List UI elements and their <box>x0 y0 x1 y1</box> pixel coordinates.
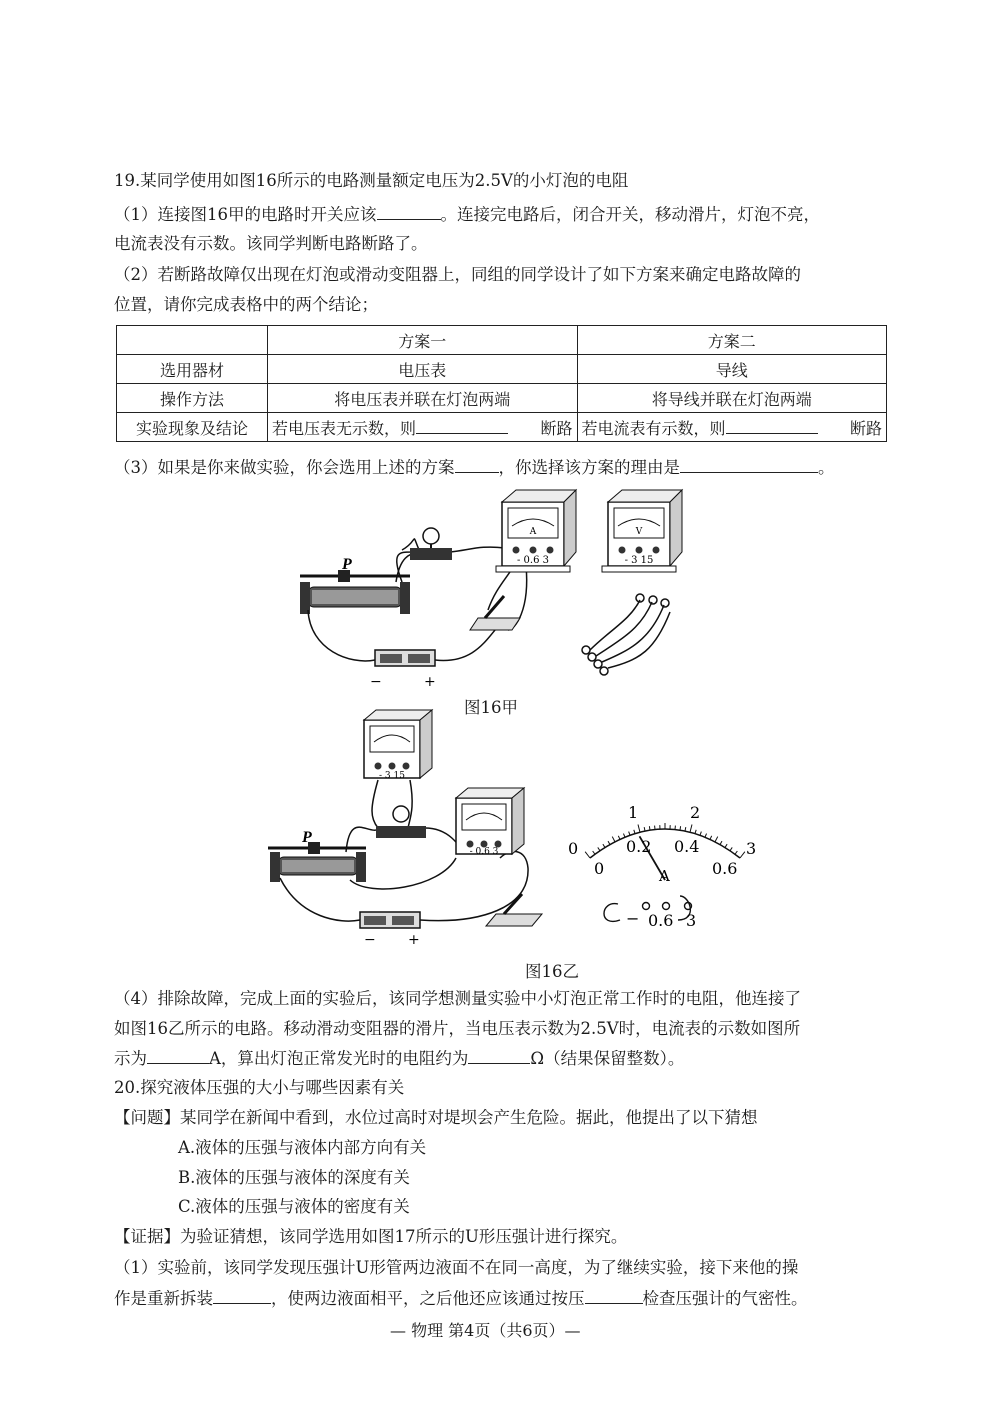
bulb-icon <box>376 806 426 838</box>
dial-tick <box>593 851 595 854</box>
dial-inner-0: 0 <box>594 859 605 878</box>
result-plan1-text: 若电压表无示数，则 <box>272 418 417 438</box>
dial-tick <box>598 847 600 850</box>
dial-inner-1: 0.2 <box>626 837 652 856</box>
answer-blank-current[interactable] <box>147 1047 209 1064</box>
figure-16b-caption: 图16乙 <box>525 962 579 981</box>
table-cell: 导线 <box>577 355 887 384</box>
result-plan2-suffix: 断路 <box>849 418 882 438</box>
q19-part2-line2: 位置，请你完成表格中的两个结论； <box>114 295 378 314</box>
result-plan2-text: 若电流表有示数，则 <box>581 418 726 438</box>
q19-part4-line2: 如图16乙所示的电路。移动滑动变阻器的滑片，当电压表示数为2.5V时，电流表的示数如图所 <box>114 1019 801 1038</box>
ammeter-icon <box>456 788 524 857</box>
table-row-label: 操作方法 <box>117 384 268 413</box>
answer-blank-press[interactable] <box>585 1287 643 1304</box>
ammeter-terminals: - 0.6 3 <box>469 847 499 857</box>
answer-blank-plan1[interactable] <box>416 417 508 434</box>
table-cell-result-plan2 <box>577 413 887 442</box>
q20-guess-a: A.液体的压强与液体内部方向有关 <box>178 1138 427 1157</box>
dial-terminal-06: 0.6 <box>648 911 674 930</box>
dial-tick <box>705 834 707 838</box>
q19-part1-line2: 电流表没有示数。该同学判断电路断路了。 <box>114 234 428 253</box>
q19-part4-line1: （4）排除故障，完成上面的实验后，该同学想测量实验中小灯泡正常工作时的电阻，他连接了 <box>114 989 801 1008</box>
table-header-empty <box>117 326 268 355</box>
q20-part1-line1: （1）实验前，该同学发现压强计U形管两边液面不在同一高度，为了继续实验，接下来他的操 <box>114 1258 799 1277</box>
table-row-label: 实验现象及结论 <box>117 413 268 442</box>
q20-problem: 【问题】某同学在新闻中看到，水位过高时对堤坝会产生危险。据此，他提出了以下猜想 <box>114 1108 758 1127</box>
q19-part1-text-a: （1）连接图16甲的电路时开关应该 <box>114 205 377 224</box>
dial-tick <box>715 837 718 842</box>
table-header-plan1: 方案一 <box>268 326 578 355</box>
q19-title: 19.某同学使用如图16所示的电路测量额定电压为2.5V的小灯泡的电阻 <box>114 171 629 190</box>
q20-guess-c: C.液体的压强与液体的密度有关 <box>178 1197 410 1216</box>
q19-part3 <box>114 456 835 479</box>
dial-tick <box>700 832 701 836</box>
table-cell-result-plan1 <box>268 413 578 442</box>
table-row-result <box>117 413 887 442</box>
dial-tick <box>603 844 605 847</box>
battery-plus: + <box>424 674 436 690</box>
table-row-label: 选用器材 <box>117 355 268 384</box>
ammeter-dial <box>560 780 760 940</box>
q19-part3-text-a: （3）如果是你来做实验，你会选用上述的方案 <box>114 458 455 477</box>
switch-icon <box>470 596 520 630</box>
dial-inner-2: 0.4 <box>674 837 700 856</box>
dial-tick <box>649 826 650 830</box>
slider-label: P <box>302 829 312 846</box>
switch-icon <box>486 894 542 926</box>
dial-tick <box>623 834 625 838</box>
battery-minus: − <box>364 932 376 948</box>
ammeter-letter: A <box>529 527 537 537</box>
q20-guess-b: B.液体的压强与液体的深度有关 <box>178 1168 410 1187</box>
voltmeter-terminals: - 3 15 <box>379 771 405 781</box>
dial-tick <box>618 836 620 840</box>
battery-icon <box>375 650 435 666</box>
dial-outer-0: 0 <box>568 839 579 858</box>
q19-part3-text-c: 。 <box>818 458 835 477</box>
q19-part4-line3 <box>114 1047 684 1070</box>
dial-unit: A <box>659 867 670 885</box>
result-plan1-suffix: 断路 <box>540 418 573 438</box>
rheostat-icon <box>268 842 366 882</box>
answer-blank-switch[interactable] <box>377 203 441 220</box>
q20-part1-text-b1: 作是重新拆装 <box>114 1289 213 1308</box>
dial-tick <box>629 832 630 836</box>
table-row <box>117 384 887 413</box>
q19-part4-text-c2: A，算出灯泡正常发光时的电阻约为 <box>209 1049 469 1068</box>
dial-tick <box>612 837 615 842</box>
dial-tick <box>585 852 590 858</box>
table-header-plan2: 方案二 <box>577 326 887 355</box>
loose-wires-icon <box>582 594 670 675</box>
dial-terminal-3: 3 <box>686 911 697 930</box>
figure-16b-circuit <box>260 748 550 948</box>
figure-16a-caption: 图16甲 <box>464 698 518 717</box>
dial-tick <box>725 844 727 847</box>
dial-tick <box>735 851 737 854</box>
voltmeter-icon <box>364 710 432 781</box>
q19-part2-line1: （2）若断路故障仅出现在灯泡或滑动变阻器上，同组的同学设计了如下方案来确定电路故障的 <box>114 265 801 284</box>
table-cell: 将导线并联在灯泡两端 <box>577 384 887 413</box>
dial-tick <box>740 852 745 858</box>
q19-part1-text-b: 。连接完电路后，闭合开关，移动滑片，灯泡不亮， <box>440 205 820 224</box>
dial-tick <box>730 847 732 850</box>
dial-outer-1: 1 <box>628 803 639 822</box>
table-row <box>117 355 887 384</box>
page-footer: — 物理 第4页（共6页）— <box>390 1321 581 1340</box>
q19-part3-text-b: ，你选择该方案的理由是 <box>498 458 680 477</box>
dial-outer-3: 3 <box>746 839 757 858</box>
table-cell: 将电压表并联在灯泡两端 <box>268 384 578 413</box>
dial-tick <box>638 824 640 832</box>
q19-part4-text-c1: 示为 <box>114 1049 147 1068</box>
dial-tick <box>695 830 696 834</box>
dial-tick <box>720 841 722 844</box>
battery-icon <box>360 912 420 928</box>
dial-outer-2: 2 <box>690 803 701 822</box>
dial-tick <box>710 836 712 840</box>
q19-part1-line1 <box>114 203 820 226</box>
answer-blank-choice[interactable] <box>455 456 499 473</box>
q20-title: 20.探究液体压强的大小与哪些因素有关 <box>114 1078 405 1097</box>
rheostat-icon <box>300 570 410 614</box>
q19-part4-text-c3: Ω（结果保留整数）。 <box>530 1049 685 1068</box>
answer-blank-plan2[interactable] <box>726 417 818 434</box>
table-cell: 电压表 <box>268 355 578 384</box>
q20-part1-line2 <box>114 1287 808 1310</box>
dial-tick <box>608 841 610 844</box>
scheme-table <box>116 325 887 442</box>
ammeter-terminals: - 0.6 3 <box>516 555 550 566</box>
answer-blank-reason[interactable] <box>680 456 818 473</box>
dial-tick <box>680 826 681 830</box>
q20-evidence: 【证据】为验证猜想，该同学选用如图17所示的U形压强计进行探究。 <box>114 1227 628 1246</box>
table-header-row <box>117 326 887 355</box>
ammeter-icon <box>496 490 576 572</box>
battery-minus: − <box>370 674 382 690</box>
slider-label: P <box>342 556 352 573</box>
battery-plus: + <box>408 932 420 948</box>
dial-tick <box>634 830 635 834</box>
dial-tick <box>690 824 692 832</box>
voltmeter-letter: V <box>635 527 643 537</box>
figure-16a-circuit <box>290 490 710 690</box>
voltmeter-terminals: - 3 15 <box>624 555 654 566</box>
dial-inner-3: 0.6 <box>712 859 738 878</box>
answer-blank-resistance[interactable] <box>468 1047 530 1064</box>
q20-part1-text-b2: ，使两边液面相平，之后他还应该通过按压 <box>271 1289 585 1308</box>
q20-part1-text-b3: 检查压强计的气密性。 <box>642 1289 808 1308</box>
answer-blank-reassemble[interactable] <box>213 1287 271 1304</box>
voltmeter-icon <box>602 490 682 572</box>
dial-terminal-minus: − <box>626 909 640 928</box>
